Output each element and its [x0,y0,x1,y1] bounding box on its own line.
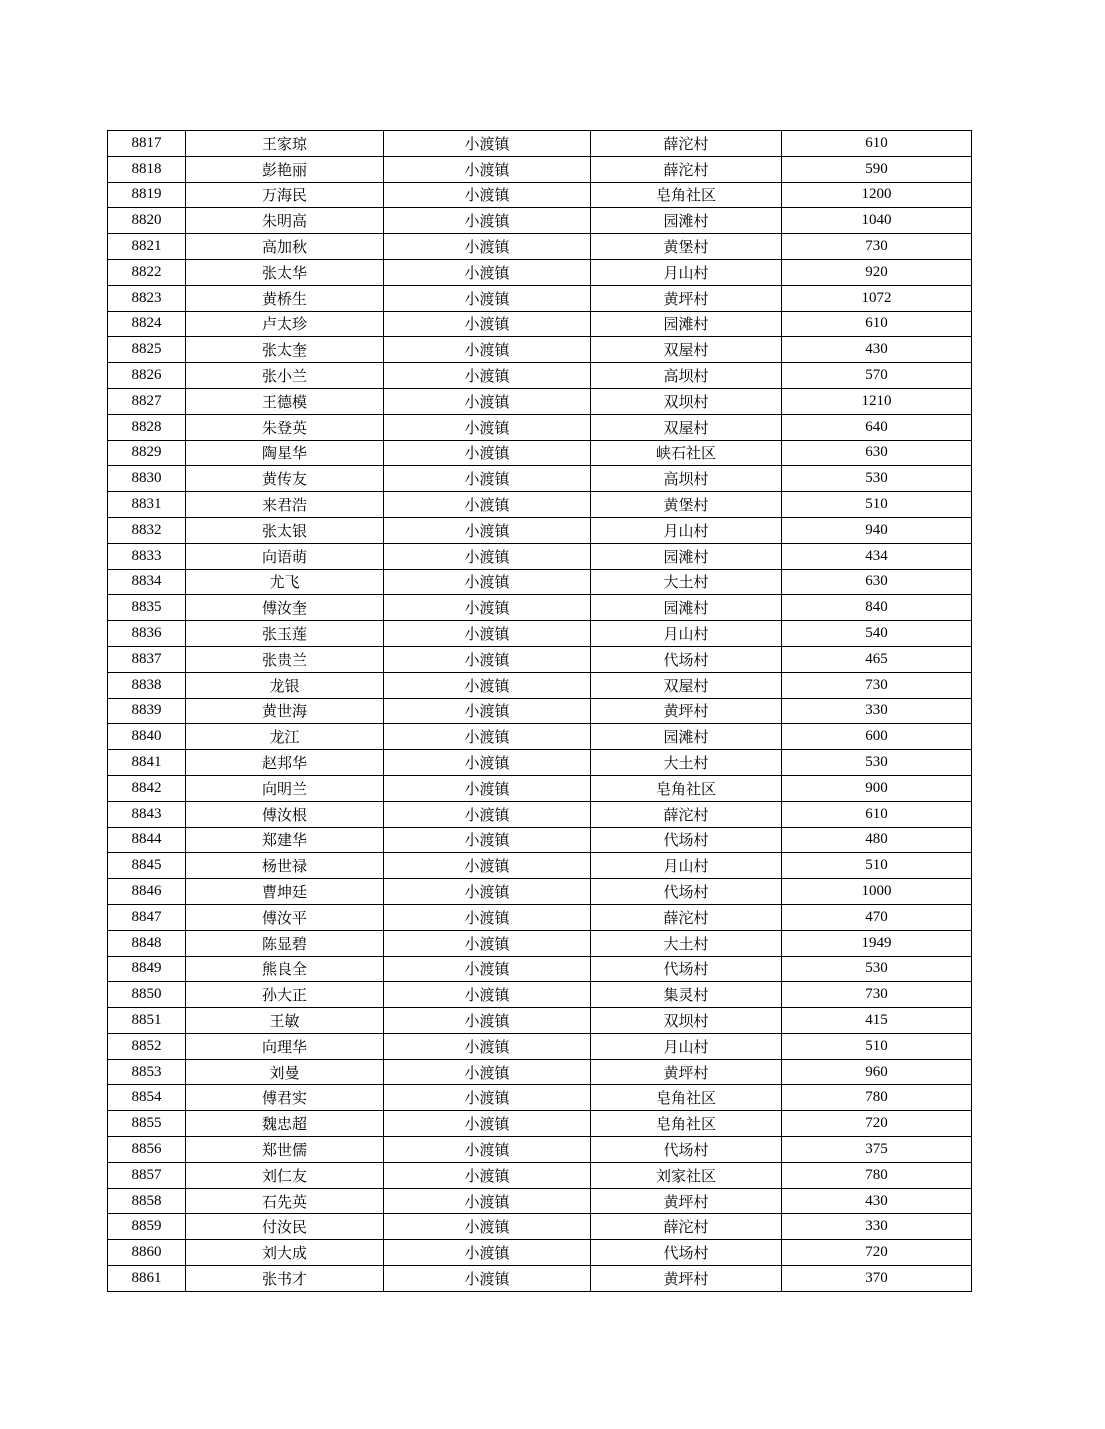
cell-amount: 590 [782,156,972,182]
cell-village: 黄坪村 [591,698,782,724]
cell-town: 小渡镇 [384,414,591,440]
cell-amount: 430 [782,337,972,363]
cell-amount: 510 [782,492,972,518]
cell-amount: 610 [782,311,972,337]
cell-village: 大土村 [591,569,782,595]
cell-village: 集灵村 [591,982,782,1008]
cell-name: 刘曼 [186,1059,384,1085]
cell-village: 峡石社区 [591,440,782,466]
cell-village: 月山村 [591,517,782,543]
cell-town: 小渡镇 [384,1059,591,1085]
cell-id: 8820 [108,208,186,234]
cell-name: 龙银 [186,672,384,698]
table-row [108,1266,972,1292]
cell-id: 8858 [108,1188,186,1214]
cell-amount: 1072 [782,285,972,311]
table-row [108,930,972,956]
cell-village: 皂角社区 [591,775,782,801]
cell-town: 小渡镇 [384,156,591,182]
cell-village: 薛沱村 [591,904,782,930]
cell-town: 小渡镇 [384,775,591,801]
cell-amount: 960 [782,1059,972,1085]
cell-town: 小渡镇 [384,1240,591,1266]
cell-town: 小渡镇 [384,1214,591,1240]
cell-id: 8843 [108,801,186,827]
cell-amount: 920 [782,259,972,285]
cell-town: 小渡镇 [384,543,591,569]
cell-amount: 530 [782,956,972,982]
table-row [108,853,972,879]
table-row [108,311,972,337]
cell-name: 付汝民 [186,1214,384,1240]
cell-id: 8824 [108,311,186,337]
table-row [108,827,972,853]
cell-town: 小渡镇 [384,1008,591,1034]
cell-name: 曹坤廷 [186,879,384,905]
cell-id: 8831 [108,492,186,518]
cell-village: 双屋村 [591,337,782,363]
cell-id: 8819 [108,182,186,208]
cell-village: 双屋村 [591,672,782,698]
cell-amount: 1000 [782,879,972,905]
cell-village: 月山村 [591,1033,782,1059]
cell-town: 小渡镇 [384,440,591,466]
cell-village: 皂角社区 [591,1111,782,1137]
table-row [108,982,972,1008]
cell-id: 8853 [108,1059,186,1085]
table-row [108,595,972,621]
cell-village: 黄坪村 [591,1266,782,1292]
table-row [108,259,972,285]
cell-village: 薛沱村 [591,801,782,827]
cell-village: 双坝村 [591,388,782,414]
table-row [108,156,972,182]
table-row [108,466,972,492]
cell-town: 小渡镇 [384,208,591,234]
cell-town: 小渡镇 [384,801,591,827]
roster-table [107,130,972,1292]
cell-amount: 375 [782,1137,972,1163]
cell-id: 8854 [108,1085,186,1111]
cell-id: 8828 [108,414,186,440]
table-row [108,543,972,569]
cell-name: 傅汝奎 [186,595,384,621]
cell-name: 熊良全 [186,956,384,982]
cell-id: 8848 [108,930,186,956]
cell-name: 王德模 [186,388,384,414]
cell-amount: 530 [782,750,972,776]
table-row [108,182,972,208]
table-row [108,234,972,260]
cell-name: 张太银 [186,517,384,543]
cell-village: 大土村 [591,930,782,956]
cell-town: 小渡镇 [384,1137,591,1163]
cell-amount: 415 [782,1008,972,1034]
cell-id: 8852 [108,1033,186,1059]
cell-village: 代场村 [591,646,782,672]
table-row [108,285,972,311]
cell-amount: 640 [782,414,972,440]
table-body [108,131,972,1292]
cell-town: 小渡镇 [384,1085,591,1111]
table-row [108,1059,972,1085]
cell-town: 小渡镇 [384,724,591,750]
cell-town: 小渡镇 [384,1033,591,1059]
cell-town: 小渡镇 [384,750,591,776]
cell-id: 8827 [108,388,186,414]
cell-amount: 630 [782,569,972,595]
cell-town: 小渡镇 [384,285,591,311]
cell-amount: 510 [782,1033,972,1059]
cell-village: 代场村 [591,879,782,905]
cell-village: 代场村 [591,827,782,853]
cell-name: 郑世儒 [186,1137,384,1163]
table-row [108,750,972,776]
cell-town: 小渡镇 [384,259,591,285]
cell-id: 8842 [108,775,186,801]
cell-name: 黄传友 [186,466,384,492]
cell-amount: 570 [782,363,972,389]
cell-town: 小渡镇 [384,879,591,905]
cell-id: 8833 [108,543,186,569]
cell-amount: 780 [782,1085,972,1111]
cell-name: 王家琼 [186,131,384,157]
cell-id: 8822 [108,259,186,285]
cell-id: 8860 [108,1240,186,1266]
cell-town: 小渡镇 [384,672,591,698]
cell-amount: 940 [782,517,972,543]
cell-amount: 470 [782,904,972,930]
cell-name: 彭艳丽 [186,156,384,182]
cell-village: 薛沱村 [591,156,782,182]
cell-amount: 480 [782,827,972,853]
cell-amount: 730 [782,672,972,698]
table-row [108,698,972,724]
cell-name: 万海民 [186,182,384,208]
cell-town: 小渡镇 [384,337,591,363]
cell-amount: 430 [782,1188,972,1214]
cell-name: 卢太珍 [186,311,384,337]
cell-name: 陈显碧 [186,930,384,956]
cell-amount: 900 [782,775,972,801]
cell-village: 代场村 [591,1137,782,1163]
cell-id: 8838 [108,672,186,698]
cell-amount: 610 [782,801,972,827]
cell-village: 园滩村 [591,208,782,234]
cell-amount: 434 [782,543,972,569]
cell-id: 8861 [108,1266,186,1292]
cell-town: 小渡镇 [384,982,591,1008]
cell-amount: 780 [782,1162,972,1188]
cell-id: 8829 [108,440,186,466]
cell-amount: 720 [782,1240,972,1266]
cell-town: 小渡镇 [384,466,591,492]
cell-name: 向明兰 [186,775,384,801]
cell-name: 孙大正 [186,982,384,1008]
cell-village: 黄坪村 [591,1188,782,1214]
table-row [108,1008,972,1034]
cell-name: 张太奎 [186,337,384,363]
cell-name: 赵邦华 [186,750,384,776]
cell-town: 小渡镇 [384,698,591,724]
cell-village: 薛沱村 [591,1214,782,1240]
cell-amount: 330 [782,1214,972,1240]
cell-town: 小渡镇 [384,595,591,621]
cell-amount: 730 [782,234,972,260]
cell-name: 龙江 [186,724,384,750]
cell-town: 小渡镇 [384,827,591,853]
cell-village: 月山村 [591,621,782,647]
cell-village: 园滩村 [591,724,782,750]
cell-id: 8859 [108,1214,186,1240]
cell-name: 傅汝平 [186,904,384,930]
cell-amount: 1040 [782,208,972,234]
cell-amount: 1210 [782,388,972,414]
cell-village: 双屋村 [591,414,782,440]
cell-id: 8846 [108,879,186,905]
cell-id: 8821 [108,234,186,260]
table-row [108,646,972,672]
cell-amount: 1200 [782,182,972,208]
cell-village: 双坝村 [591,1008,782,1034]
cell-name: 傅君实 [186,1085,384,1111]
table-row [108,904,972,930]
table-row [108,1162,972,1188]
table-row [108,131,972,157]
cell-id: 8839 [108,698,186,724]
cell-name: 王敏 [186,1008,384,1034]
table-row [108,879,972,905]
table-row [108,569,972,595]
cell-amount: 1949 [782,930,972,956]
cell-id: 8836 [108,621,186,647]
cell-name: 傅汝根 [186,801,384,827]
cell-town: 小渡镇 [384,904,591,930]
cell-id: 8845 [108,853,186,879]
cell-id: 8851 [108,1008,186,1034]
cell-village: 黄堡村 [591,492,782,518]
cell-id: 8850 [108,982,186,1008]
cell-amount: 840 [782,595,972,621]
cell-village: 黄堡村 [591,234,782,260]
table-row [108,363,972,389]
cell-village: 黄坪村 [591,285,782,311]
table-row [108,414,972,440]
cell-town: 小渡镇 [384,1266,591,1292]
cell-id: 8841 [108,750,186,776]
cell-id: 8830 [108,466,186,492]
table-row [108,1240,972,1266]
table-row [108,208,972,234]
cell-name: 魏忠超 [186,1111,384,1137]
cell-village: 园滩村 [591,311,782,337]
cell-id: 8857 [108,1162,186,1188]
table-row [108,1111,972,1137]
cell-village: 刘家社区 [591,1162,782,1188]
cell-town: 小渡镇 [384,363,591,389]
cell-id: 8849 [108,956,186,982]
table-row [108,801,972,827]
table-row [108,492,972,518]
cell-town: 小渡镇 [384,311,591,337]
cell-town: 小渡镇 [384,853,591,879]
cell-town: 小渡镇 [384,234,591,260]
cell-name: 张玉莲 [186,621,384,647]
cell-name: 向理华 [186,1033,384,1059]
cell-name: 高加秋 [186,234,384,260]
table-row [108,775,972,801]
cell-name: 向语萌 [186,543,384,569]
cell-id: 8834 [108,569,186,595]
table-row [108,1188,972,1214]
cell-amount: 330 [782,698,972,724]
cell-amount: 540 [782,621,972,647]
cell-amount: 610 [782,131,972,157]
table-row [108,672,972,698]
cell-town: 小渡镇 [384,1111,591,1137]
cell-id: 8840 [108,724,186,750]
cell-town: 小渡镇 [384,569,591,595]
cell-id: 8817 [108,131,186,157]
cell-amount: 370 [782,1266,972,1292]
cell-id: 8832 [108,517,186,543]
cell-village: 月山村 [591,853,782,879]
cell-name: 张贵兰 [186,646,384,672]
cell-name: 刘仁友 [186,1162,384,1188]
cell-amount: 465 [782,646,972,672]
cell-village: 园滩村 [591,543,782,569]
cell-amount: 510 [782,853,972,879]
cell-village: 黄坪村 [591,1059,782,1085]
cell-town: 小渡镇 [384,492,591,518]
cell-name: 石先英 [186,1188,384,1214]
cell-name: 来君浩 [186,492,384,518]
cell-town: 小渡镇 [384,621,591,647]
cell-town: 小渡镇 [384,182,591,208]
cell-name: 张书才 [186,1266,384,1292]
cell-town: 小渡镇 [384,388,591,414]
table-row [108,1085,972,1111]
table-row [108,388,972,414]
table-row [108,956,972,982]
cell-town: 小渡镇 [384,1188,591,1214]
cell-name: 郑建华 [186,827,384,853]
cell-amount: 530 [782,466,972,492]
table-row [108,724,972,750]
cell-village: 皂角社区 [591,182,782,208]
cell-id: 8856 [108,1137,186,1163]
cell-village: 月山村 [591,259,782,285]
cell-name: 尤飞 [186,569,384,595]
cell-name: 陶星华 [186,440,384,466]
cell-id: 8823 [108,285,186,311]
cell-name: 杨世禄 [186,853,384,879]
cell-amount: 600 [782,724,972,750]
cell-town: 小渡镇 [384,956,591,982]
table-row [108,337,972,363]
table-row [108,517,972,543]
cell-town: 小渡镇 [384,517,591,543]
cell-town: 小渡镇 [384,1162,591,1188]
cell-town: 小渡镇 [384,131,591,157]
cell-town: 小渡镇 [384,646,591,672]
table-row [108,1214,972,1240]
cell-id: 8818 [108,156,186,182]
cell-name: 朱登英 [186,414,384,440]
cell-amount: 630 [782,440,972,466]
cell-id: 8825 [108,337,186,363]
cell-village: 高坝村 [591,466,782,492]
table-row [108,440,972,466]
cell-id: 8826 [108,363,186,389]
cell-name: 朱明高 [186,208,384,234]
cell-amount: 720 [782,1111,972,1137]
cell-village: 大土村 [591,750,782,776]
cell-name: 张小兰 [186,363,384,389]
cell-name: 黄桥生 [186,285,384,311]
cell-id: 8855 [108,1111,186,1137]
table-row [108,621,972,647]
cell-village: 代场村 [591,956,782,982]
cell-town: 小渡镇 [384,930,591,956]
cell-id: 8835 [108,595,186,621]
table-row [108,1033,972,1059]
cell-id: 8844 [108,827,186,853]
cell-village: 高坝村 [591,363,782,389]
cell-village: 薛沱村 [591,131,782,157]
cell-id: 8847 [108,904,186,930]
cell-village: 园滩村 [591,595,782,621]
cell-name: 刘大成 [186,1240,384,1266]
cell-amount: 730 [782,982,972,1008]
cell-village: 皂角社区 [591,1085,782,1111]
cell-village: 代场村 [591,1240,782,1266]
cell-id: 8837 [108,646,186,672]
cell-name: 张太华 [186,259,384,285]
table-row [108,1137,972,1163]
cell-name: 黄世海 [186,698,384,724]
